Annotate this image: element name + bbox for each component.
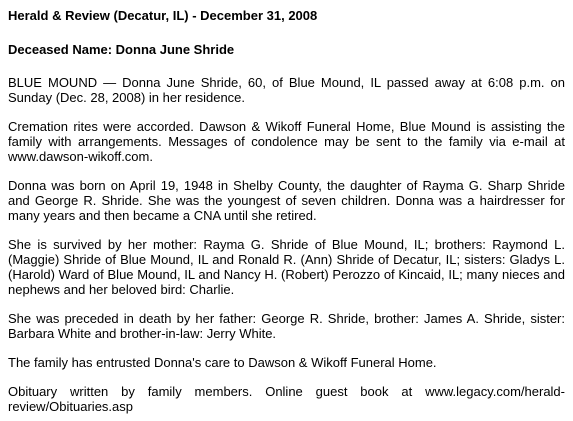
paragraph-announcement: BLUE MOUND — Donna June Shride, 60, of Blue Mound, IL passed away at 6:08 p.m. on Sunday (Dec. 28, 2008) in her residence. (8, 75, 565, 105)
paragraph-survivors: She is survived by her mother: Rayma G. Shride of Blue Mound, IL; brothers: Raymond L. (Maggie) Shride of Blue Mound, IL and Ronald R. (Ann) Shride of Decatur, IL; sisters: Gladys L. (Harold) Ward of Blue Mound, IL and Nancy H. (Robert) Perozzo of Kincaid, IL; many nieces and nephews and her beloved bird: Charlie. (8, 237, 565, 297)
paragraph-guest-book: Obituary written by family members. Online guest book at www.legacy.com/herald-review/Obituaries.asp (8, 384, 565, 414)
deceased-name-heading: Deceased Name: Donna June Shride (8, 42, 235, 57)
paragraph-biography: Donna was born on April 19, 1948 in Shelby County, the daughter of Rayma G. Sharp Shride and George R. Shride. She was the youngest of seven children. Donna was a hairdresser for many years and then became a CNA until she retired. (8, 178, 565, 223)
paragraph-preceded: She was preceded in death by her father: George R. Shride, brother: James A. Shride, sister: Barbara White and brother-in-law: Jerry White. (8, 311, 565, 341)
paragraph-arrangements: Cremation rites were accorded. Dawson & Wikoff Funeral Home, Blue Mound is assisting the family with arrangements. Messages of condolence may be sent to the family via e-mail at www.dawson-wikoff.com. (8, 119, 565, 164)
source-heading: Herald & Review (Decatur, IL) - December 31, 2008 (8, 8, 318, 23)
paragraph-care: The family has entrusted Donna's care to Dawson & Wikoff Funeral Home. (8, 355, 437, 370)
